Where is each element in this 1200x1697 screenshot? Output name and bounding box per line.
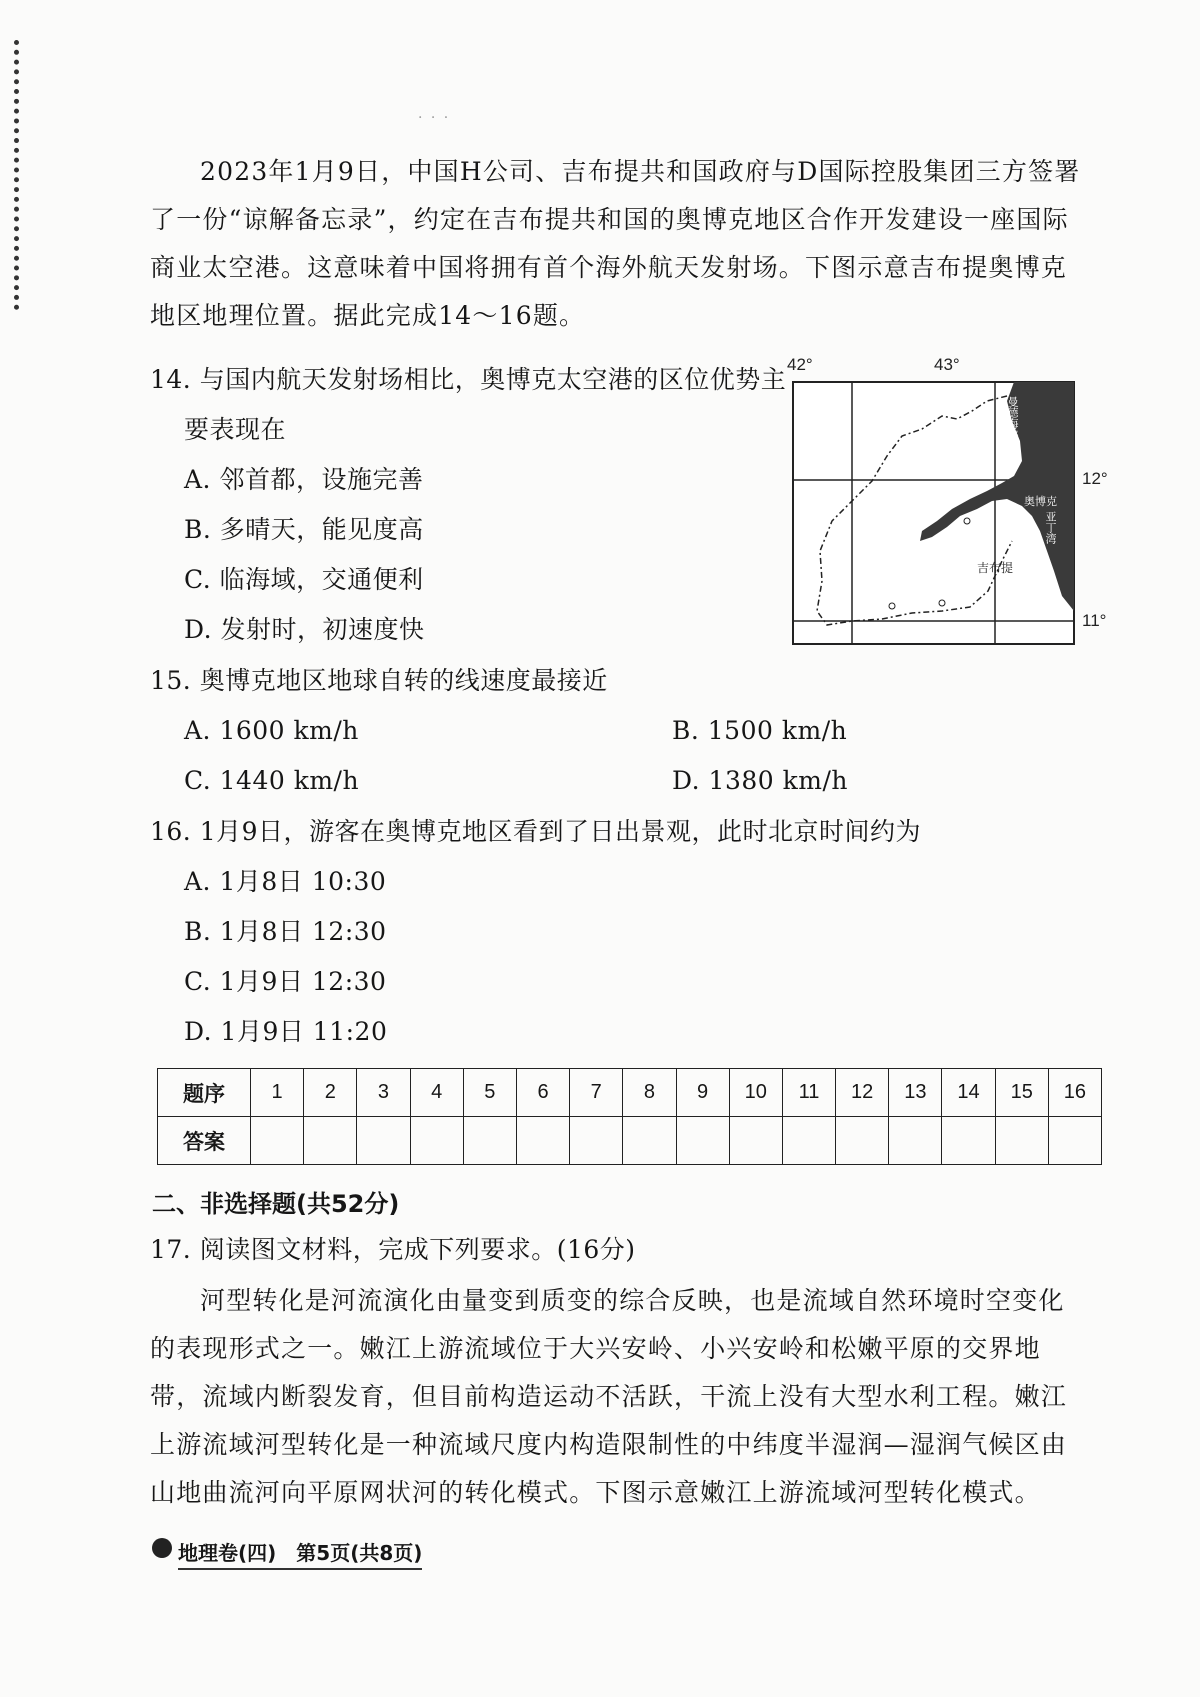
page-footer: 地理卷(四) 第5页(共8页) bbox=[178, 1537, 422, 1570]
q15-option-b: B. 1500 km/h bbox=[672, 716, 848, 745]
q15-option-a: A. 1600 km/h bbox=[184, 716, 359, 745]
lat-label-12: 12° bbox=[1082, 469, 1108, 488]
question-number: 2 bbox=[304, 1069, 357, 1117]
question-number: 14 bbox=[942, 1069, 995, 1117]
answer-cell[interactable] bbox=[463, 1117, 516, 1165]
answer-cell[interactable] bbox=[516, 1117, 569, 1165]
q16-option-b: B. 1月8日 12:30 bbox=[184, 917, 387, 946]
answer-cell[interactable] bbox=[942, 1117, 995, 1165]
question-number: 3 bbox=[357, 1069, 410, 1117]
location-map bbox=[787, 355, 1108, 645]
map-figure bbox=[792, 381, 1075, 645]
question-number: 9 bbox=[676, 1069, 729, 1117]
answer-cell[interactable] bbox=[251, 1117, 304, 1165]
strait-label: 曼德海峡 bbox=[1006, 396, 1019, 440]
question-number: 6 bbox=[516, 1069, 569, 1117]
answer-cell[interactable] bbox=[357, 1117, 410, 1165]
question-number: 5 bbox=[463, 1069, 516, 1117]
q14-option-c: C. 临海域，交通便利 bbox=[184, 565, 424, 594]
row-label-answer: 答案 bbox=[158, 1117, 251, 1165]
answer-cell[interactable] bbox=[570, 1117, 623, 1165]
footer-bullet bbox=[152, 1538, 172, 1558]
q16-option-a: A. 1月8日 10:30 bbox=[184, 867, 387, 896]
question-number: 10 bbox=[729, 1069, 782, 1117]
question-number: 4 bbox=[410, 1069, 463, 1117]
answer-cell[interactable] bbox=[729, 1117, 782, 1165]
section-heading: 二、非选择题(共52分) bbox=[152, 1190, 400, 1218]
lat-label-11: 11° bbox=[1082, 611, 1107, 630]
answer-cell[interactable] bbox=[623, 1117, 676, 1165]
row-label-number: 题序 bbox=[158, 1069, 251, 1117]
answer-table-answer-row bbox=[158, 1117, 1102, 1165]
question-number: 13 bbox=[889, 1069, 942, 1117]
binding-holes bbox=[14, 40, 33, 310]
answer-cell[interactable] bbox=[676, 1117, 729, 1165]
question-number: 15 bbox=[995, 1069, 1048, 1117]
answer-cell[interactable] bbox=[995, 1117, 1048, 1165]
gulf-label: 奥博克 bbox=[1024, 495, 1057, 508]
answer-cell[interactable] bbox=[304, 1117, 357, 1165]
question-number: 11 bbox=[782, 1069, 835, 1117]
q16-option-c: C. 1月9日 12:30 bbox=[184, 967, 387, 996]
question-number: 7 bbox=[570, 1069, 623, 1117]
answer-table bbox=[157, 1068, 1102, 1165]
city-label: 吉布提 bbox=[977, 561, 1014, 575]
answer-cell[interactable] bbox=[1048, 1117, 1101, 1165]
q16-stem: 16. 1月9日，游客在奥博克地区看到了日出景观，此时北京时间约为 bbox=[150, 817, 922, 846]
answer-cell[interactable] bbox=[410, 1117, 463, 1165]
question-number: 8 bbox=[623, 1069, 676, 1117]
intro-paragraph: 2023年1月9日，中国H公司、吉布提共和国政府与D国际控股集团三方签署了一份“谅解备忘录”，约定在吉布提共和国的奥博克地区合作开发建设一座国际商业太空港。这意味着中国将拥有首个海外航天发射场。下图示意吉布提奥博克地区地理位置。据此完成14～16题。 bbox=[150, 157, 1081, 330]
lon-label-42: 42° bbox=[787, 355, 813, 374]
q15-stem: 15. 奥博克地区地球自转的线速度最接近 bbox=[150, 666, 608, 695]
q14-option-b: B. 多晴天，能见度高 bbox=[184, 515, 424, 544]
lon-label-43: 43° bbox=[934, 355, 960, 374]
q17-material: 河型转化是河流演化由量变到质变的综合反映，也是流域自然环境时空变化的表现形式之一。嫩江上游流域位于大兴安岭、小兴安岭和松嫩平原的交界地带，流域内断裂发育，但目前构造运动不活跃，干流上没有大型水利工程。嫩江上游流域河型转化是一种流域尺度内构造限制性的中纬度半湿润—湿润气候区由山地曲流河向平原网状河的转化模式。下图示意嫩江上游流域河型转化模式。 bbox=[150, 1286, 1068, 1507]
q14-stem-cont: 要表现在 bbox=[184, 415, 287, 444]
sea-label: 亚丁湾 bbox=[1044, 511, 1057, 544]
answer-cell[interactable] bbox=[782, 1117, 835, 1165]
q14-option-a: A. 邻首都，设施完善 bbox=[184, 465, 424, 494]
question-number: 12 bbox=[836, 1069, 889, 1117]
q17-stem: 17. 阅读图文材料，完成下列要求。(16分) bbox=[150, 1235, 636, 1264]
question-number: 16 bbox=[1048, 1069, 1101, 1117]
answer-cell[interactable] bbox=[889, 1117, 942, 1165]
q14-option-d: D. 发射时，初速度快 bbox=[184, 615, 425, 644]
obock-marker bbox=[964, 518, 970, 524]
q14-stem: 14. 与国内航天发射场相比，奥博克太空港的区位优势主 bbox=[150, 365, 787, 394]
question-number: 1 bbox=[251, 1069, 304, 1117]
answer-cell[interactable] bbox=[836, 1117, 889, 1165]
q16-option-d: D. 1月9日 11:20 bbox=[184, 1017, 388, 1046]
answer-table-number-row bbox=[158, 1069, 1102, 1117]
q15-option-d: D. 1380 km/h bbox=[672, 766, 848, 795]
q15-option-c: C. 1440 km/h bbox=[184, 766, 360, 795]
faint-mark: · · · bbox=[418, 110, 451, 126]
